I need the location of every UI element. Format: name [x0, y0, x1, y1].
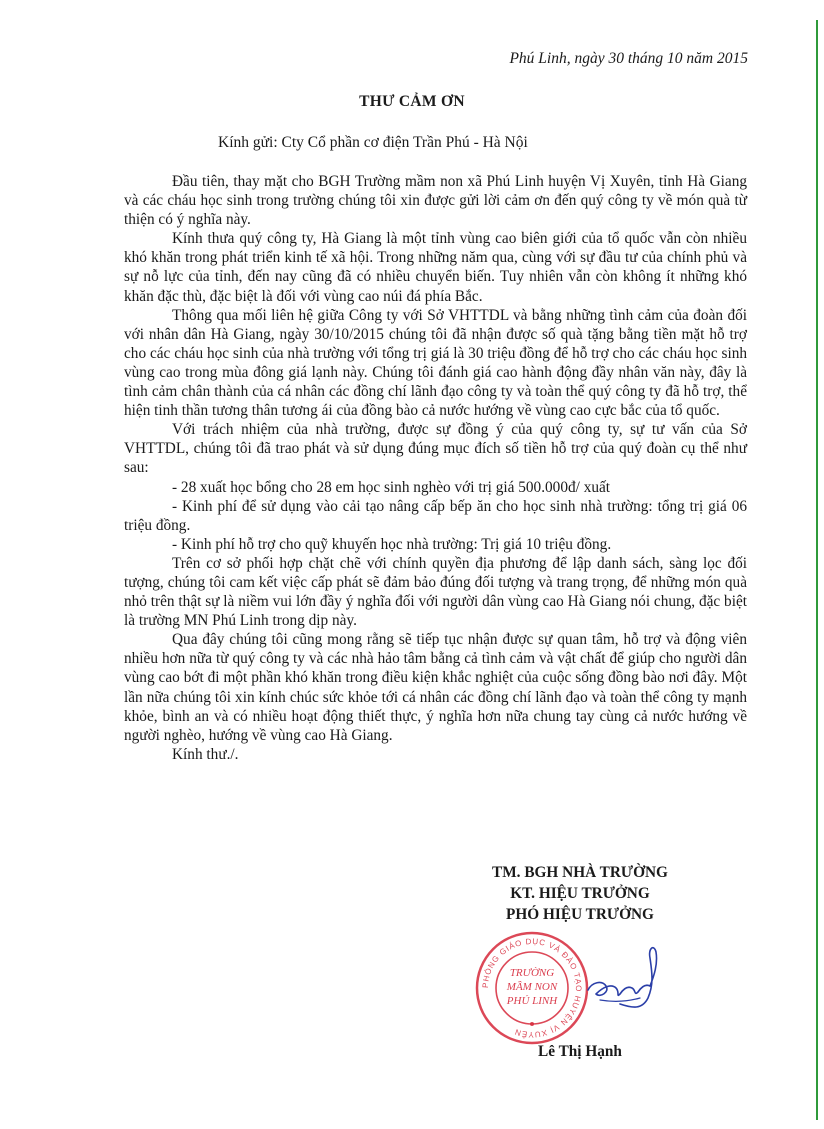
closing-salutation: Kính thư./.: [172, 745, 239, 763]
seal-center-line-3: PHÚ LINH: [506, 995, 558, 1007]
scan-edge-line: [816, 20, 818, 1120]
signature-titles: [470, 862, 690, 925]
usage-item-kitchen: - Kinh phí để sử dụng vào cải tạo nâng cấp bếp ăn cho học sinh nhà trường: tổng trị giá 06 triệu đồng.: [124, 497, 747, 534]
letter-title: THƯ CẢM ƠN: [359, 93, 465, 110]
paragraph-commitment: Trên cơ sở phối hợp chặt chẽ với chính quyền địa phương để lập danh sách, sàng lọc đối tượng, chúng tôi cam kết việc cấp phát sẽ đảm bảo đúng đối tượng và trang trọng, để những món quà nhỏ trên thật sự là niềm vui lớn đầy ý nghĩa đối với người dân vùng cao Hà Giang nói chung, đặc biệt là trường MN Phú Linh trong dịp này.: [124, 554, 747, 630]
paragraph-thanks: Qua đây chúng tôi cũng mong rằng sẽ tiếp tục nhận được sự quan tâm, hỗ trợ và động viên nhiều hơn nữa từ quý công ty và các nhà hảo tâm bằng cả tình cảm và vật chất để giúp cho người dân vùng cao bớt đi một phần khó khăn trong điều kiện khắc nghiệt của cuộc sống đồng bào nơi đây. Một lần nữa chúng tôi xin kính chúc sức khỏe tới cá nhân các đồng chí lãnh đạo và toàn thể công ty mạnh khỏe, bình an và có nhiều hoạt động thiết thực, ý nghĩa hơn nữa chung tay cùng cả nước hướng về người nghèo, hướng về vùng cao Hà Giang.: [124, 631, 747, 744]
signature-line-2: KT. HIỆU TRƯỞNG: [510, 885, 650, 902]
dateline: Phú Linh, ngày 30 tháng 10 năm 2015: [509, 50, 748, 67]
seal-center-line-1: TRƯỜNG: [509, 967, 555, 979]
signature-line-1: TM. BGH NHÀ TRƯỜNG: [492, 864, 668, 881]
seal-ring-text: PHÒNG GIÁO DỤC VÀ ĐÀO TẠO HUYỆN VỊ XUYÊN: [480, 936, 584, 1040]
seal-svg: [470, 928, 670, 1048]
paragraph-donation: Thông qua mối liên hệ giữa Công ty với Sở VHTTDL và bằng những tình cảm của đoàn đối với nhân dân Hà Giang, ngày 30/10/2015 chúng tôi đã nhận được số quà tặng bằng tiền mặt hỗ trợ cho các cháu học sinh của nhà trường với tổng trị giá là 30 triệu đồng để hỗ trợ cho các cháu học sinh vùng cao trong mùa đông giá lạnh này. Chúng tôi đánh giá cao hành động đầy nhân văn này, đây là tình cảm chân thành của cá nhân các đồng chí lãnh đạo công ty và toàn thể quý công ty đã hỗ trợ, thể hiện tinh thần tương thân tương ái của đồng bào cả nước hướng về vùng cao cực bắc của tổ quốc.: [124, 306, 747, 420]
letter-body: [124, 172, 747, 764]
signer-name: Lê Thị Hạnh: [538, 1043, 622, 1060]
recipient-line: Kính gửi: Cty Cổ phần cơ điện Trần Phú - Hà Nội: [218, 134, 528, 151]
seal-center-line-2: MẦM NON: [506, 981, 558, 993]
signature-line-3: PHÓ HIỆU TRƯỞNG: [506, 906, 654, 923]
paragraph-intro: Đầu tiên, thay mặt cho BGH Trường mầm non xã Phú Linh huyện Vị Xuyên, tỉnh Hà Giang và các cháu học sinh trong trường chúng tôi xin được gửi lời cảm ơn đến quý công ty về món quà từ thiện có ý nghĩa này.: [124, 173, 747, 229]
usage-item-scholarships: - 28 xuất học bổng cho 28 em học sinh nghèo với trị giá 500.000đ/ xuất: [172, 478, 611, 496]
school-seal-stamp: [477, 933, 587, 1043]
paragraph-usage: Với trách nhiệm của nhà trường, được sự đồng ý của quý công ty, sự tư vấn của Sở VHTTDL, chúng tôi đã trao phát và sử dụng đúng mục đích số tiền hỗ trợ của quý đoàn cụ thể như sau:: [124, 421, 747, 477]
seal-and-signature: [470, 928, 670, 1048]
usage-item-fund: - Kinh phí hỗ trợ cho quỹ khuyến học nhà trường: Trị giá 10 triệu đồng.: [172, 535, 612, 553]
paragraph-context: Kính thưa quý công ty, Hà Giang là một tỉnh vùng cao biên giới của tổ quốc vẫn còn nhiều khó khăn trong phát triển kinh tế xã hội. Trong những năm qua, cùng với sự đầu tư của chính phủ và sự nỗ lực của tỉnh, đến nay cũng đã có nhiều chuyển biến. Tuy nhiên vẫn còn không ít những khó khăn đặc thù, đặc biệt là đối với vùng cao núi đá phía Bắc.: [124, 230, 747, 305]
handwritten-signature: [588, 948, 657, 1007]
